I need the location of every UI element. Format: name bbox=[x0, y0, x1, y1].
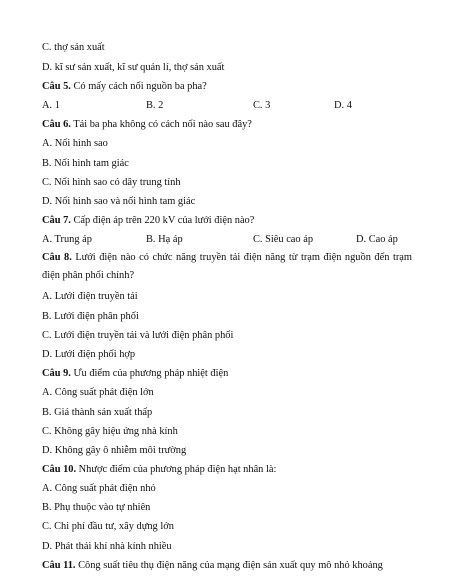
question-6-option-d: D. Nối hình sao và nối hình tam giác bbox=[42, 196, 196, 207]
question-6 bbox=[42, 118, 412, 131]
question-7-option-b: B. Hạ áp bbox=[146, 234, 183, 245]
question-5-options bbox=[42, 99, 422, 112]
question-9-option-d: D. Không gây ô nhiễm môi trường bbox=[42, 445, 187, 456]
question-9-option-b: B. Giá thành sản xuất thấp bbox=[42, 407, 153, 418]
prev-option-d: D. kĩ sư sản xuất, kĩ sư quản lí, thợ sản xuất bbox=[42, 62, 225, 73]
question-8-number: Câu 8. bbox=[42, 252, 72, 263]
question-10-number: Câu 10. bbox=[42, 464, 77, 475]
question-8-option-a: A. Lưới điện truyền tải bbox=[42, 291, 138, 302]
question-9-option-c: C. Không gây hiệu ứng nhà kính bbox=[42, 426, 178, 437]
question-7-option-c: C. Siêu cao áp bbox=[253, 234, 314, 245]
question-10 bbox=[42, 463, 412, 476]
question-6-text: Tải ba pha không có cách nối nào sau đây? bbox=[70, 119, 252, 130]
question-6-option-c: C. Nối hình sao có dây trung tính bbox=[42, 177, 181, 188]
question-10-option-d: D. Phát thải khí nhà kính nhiều bbox=[42, 541, 172, 552]
question-5-option-d: D. 4 bbox=[334, 100, 352, 111]
question-5-option-a: A. 1 bbox=[42, 100, 60, 111]
question-10-option-b: B. Phụ thuộc vào tự nhiên bbox=[42, 502, 151, 513]
question-8 bbox=[42, 249, 412, 289]
question-6-option-a: A. Nối hình sao bbox=[42, 138, 108, 149]
question-9-text: Ưu điểm của phương pháp nhiệt điện bbox=[70, 368, 229, 379]
question-5-option-b: B. 2 bbox=[146, 100, 164, 111]
question-6-number: Câu 6. bbox=[42, 119, 71, 130]
question-10-text: Nhược điểm của phương pháp điện hạt nhân là: bbox=[76, 464, 277, 475]
question-8-option-d: D. Lưới điện phối hợp bbox=[42, 349, 136, 360]
question-5 bbox=[42, 80, 412, 93]
question-7-number: Câu 7. bbox=[42, 215, 71, 226]
question-8-text: Lưới điện nào có chức năng truyền tải điện năng từ trạm điện nguồn đến trạm điện phân phối chính? bbox=[42, 252, 412, 281]
question-9-option-a: A. Công suất phát điện lớn bbox=[42, 387, 154, 398]
question-11-text: Công suất tiêu thụ điện năng của mạng điện sản xuất quy mô nhỏ khoảng bbox=[75, 560, 383, 571]
question-10-option-a: A. Công suất phát điện nhỏ bbox=[42, 483, 156, 494]
question-11-number: Câu 11. bbox=[42, 560, 76, 571]
question-7-text: Cấp điện áp trên 220 kV của lưới điện nào? bbox=[70, 215, 255, 226]
question-7 bbox=[42, 214, 412, 227]
question-11 bbox=[42, 559, 412, 572]
question-10-option-c: C. Chi phí đầu tư, xây dựng lớn bbox=[42, 521, 174, 532]
question-9 bbox=[42, 367, 412, 380]
prev-option-c: C. thợ sản xuất bbox=[42, 42, 105, 53]
question-8-option-c: C. Lưới điện truyền tải và lưới điện phân phối bbox=[42, 330, 234, 341]
question-8-option-b: B. Lưới điện phân phối bbox=[42, 311, 139, 322]
question-5-option-c: C. 3 bbox=[253, 100, 271, 111]
question-7-options bbox=[42, 233, 422, 246]
question-7-option-a: A. Trung áp bbox=[42, 234, 92, 245]
question-5-number: Câu 5. bbox=[42, 81, 71, 92]
question-5-text: Có mấy cách nối nguồn ba pha? bbox=[70, 81, 207, 92]
question-6-option-b: B. Nối hình tam giác bbox=[42, 158, 129, 169]
question-7-option-d: D. Cao áp bbox=[356, 234, 398, 245]
question-9-number: Câu 9. bbox=[42, 368, 71, 379]
